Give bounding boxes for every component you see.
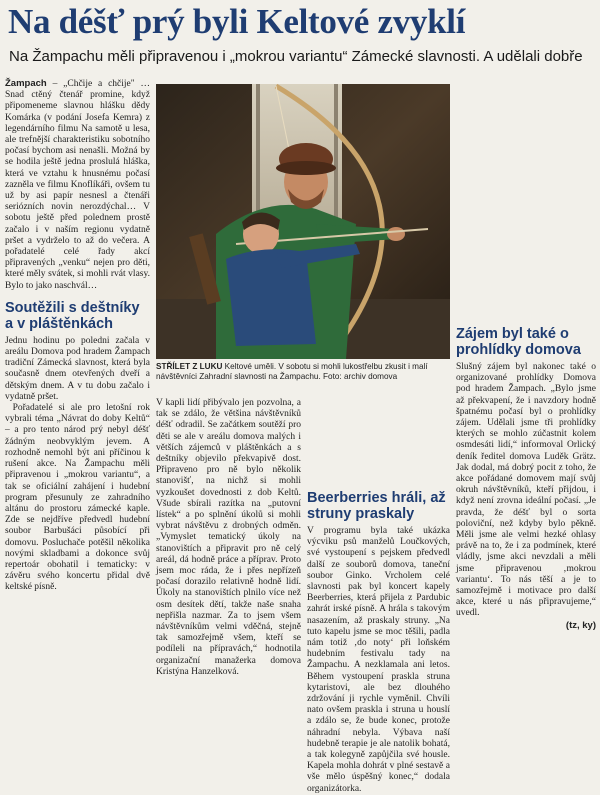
column-4 [456, 78, 596, 644]
section3-title: Zájem byl také o prohlídky domova [456, 326, 581, 358]
lead-text: – „Chčije a chčije" … Snad ctěný čtenář promine, když připomeneme slavnou hlášku dědy Komárka (v podání Josefa Kemra) z legendárního filmu Na samotě u lesa, ale trefnější charakteristiku sobotního počasí bychom asi nenašli. Možná by se hodila ještě jedna proslulá hláška, která ve vztahu k hnusnému počasí zazněla ve filmu Knoflíkáři, ovšem tu už by asi papír nesnesl a čtenáři seriózních novin nerozdýchal… V sobotu ještě před polednem prostě začalo i v naším regionu vydatně pršet a vydrželo to až do večera. A pořadatelé celé řady akcí připravených „venku“ nejen pro děti, které měly svátek, si mohli rvát vlasy. Bylo to jako naschvál… [5, 79, 150, 291]
column-3 [307, 398, 450, 794]
article-photo [156, 84, 450, 359]
section2-title: Beerberries hráli, až struny praskaly [307, 490, 446, 522]
lead-paragraph [5, 78, 150, 292]
caption-text: Keltové uměli. V sobotu si mohli lukostřelbu zkusit i malí návštěvníci Zahradní slavnosti na Žampachu. [156, 362, 428, 381]
article-signature: (tz, ky) [565, 619, 596, 631]
section1-paragraph-3: V kapli lidí přibývalo jen pozvolna, a tak se zdálo, že většina návštěvníků déšť odradil. Se začátkem soutěží pro děti se ale v areálu domova malých i větších zájemců v pláštěnkách a s deštníky objevilo překvapivě dost. Připraveno pro ně bylo několik stanovišť, na nichž si mohli vyzkoušet dovednosti z dob Keltů. Všude sbírali razítka na „putovní lístek“ a po splnění úkolů si mohli vybrat návštěvu z drobných odměn. „Vymyslet tematický úkoly na stanovištích a připravit pro ně celý areál, dá hodně práce a příprav. Proto jsem moc ráda, že i přes nepřízeň počasí dorazilo relativně hodně lidí. Úkoly na stanovištích plnilo více než osm desítek dětí, takže naše snaha nepřišla nazmar. Za to jsem všem návštěvníkům velmi vděčná, stejně tak samozřejmě všem, kteří se podíleli na přípravách,“ hodnotila organizační manažerka domova Kristýna Hanzelková. [156, 398, 301, 677]
section2-paragraph-1: V programu byla také ukázka výcviku psů manželů Loučkových, své vystoupení s pejskem předvedl další ze souborů domova, taneční soubor Ginko. Vrcholem celé slavnosti pak byl koncert kapely Beerberries, která přijela z Pardubic zahrát irské písně. A hrála s takovým nasazením, až praskaly struny. „Na tuto kapelu jsme se moc těšili, padla nám totiž ‚do noty‘ při loňském hudebním festivalu tady na Žampachu. A nezklamala ani letos. Během vystoupení praskla struna kytaristovi, ale bez dlouhého zdržování ji rychle vyměnil. Chvíli nato ovšem praskla i struna u houslí a zdálo se, že bude konec, protože náhradní nebyla. Výbava naší hudebně terapie je ale natolik bohatá, a tak kolegyně zapůjčila své housle. Kapela mohla dohrát v plné sestavě a vše mělo úspěšný konec,“ dodala organizátorka. [307, 526, 450, 794]
caption-credit: Foto: archiv domova [320, 372, 398, 381]
article-headline: Na déšť prý byli Keltové zvyklí [8, 2, 466, 41]
photo-caption [156, 362, 450, 382]
dateline: Žampach [5, 78, 47, 89]
section1-paragraph-2: Pořadatelé si ale pro letošní rok vybrali téma „Návrat do doby Keltů“ – a pro tento národ prý nebyl déšť žádným neobvyklým jevem. A rozhodně nemohl být ani příčinou k rušení akce. Na Žampachu měli připravenou i „mokrou variantu“, a tak se oficiální zahájení i hudební program přesunuly ze zahradního altánu do prostoru zámecké kaple. Zde se nejdříve předvedl hudební soubor Barbušáci působící při domovu. Posluchače potěšil několika novými skladbami a dokonce svůj repertoár obohatil i tematicky: v závěru svého koncertu přidal dvě keltské písně. [5, 403, 150, 593]
caption-lead: STŘÍLET Z LUKU [156, 362, 223, 371]
article-subheadline: Na Žampachu měli připravenou i „mokrou variantu“ Zámecké slavnosti. A udělali dobře [9, 48, 583, 65]
column-1 [5, 78, 150, 644]
section1-paragraph-1: Jednu hodinu po poledni začala v areálu Domova pod hradem Žampach tradiční Zámecká slavnost, která byla současně dnem otevřených dveří a dětským dnem. A v tu dobu začalo i vydatně pršet. [5, 335, 150, 402]
column-2 [156, 398, 301, 677]
section3-paragraph-1: Slušný zájem byl nakonec také o organizované prohlídky Domova pod hradem Žampach. „Bylo jsme až překvapení, že i navzdory hodně špatnému počasí byl o prohlídky zájem. Udělali jsme tři prohlídky kterých se mohlo zúčastnit kolem osmdesáti lidí,“ informoval Orlický deník ředitel domova Luděk Grätz. Jak dodal, má dobrý pocit z toho, že akce pořádané domovem mají svůj okruh návštěvníků, kteří přijdou, i když není zrovna ideální počasí. „Je pravda, že déšť byl o sorta poloviční, než kdyby bylo pěkně. Měli jsme ale velmi hezké ohlasy právě na to, že i za podmínek, které vládly, jsme akci nevzdali a měli jsme připravenou ‚mokrou variantu‘. To nás těší a je to samozřejmě i motivace pro další akce, které u nás připravujeme,“ uvedl. [456, 362, 596, 619]
archery-photo-illustration [156, 84, 450, 359]
section1-title: Soutěžili s deštníky a v pláštěnkách [5, 299, 140, 332]
